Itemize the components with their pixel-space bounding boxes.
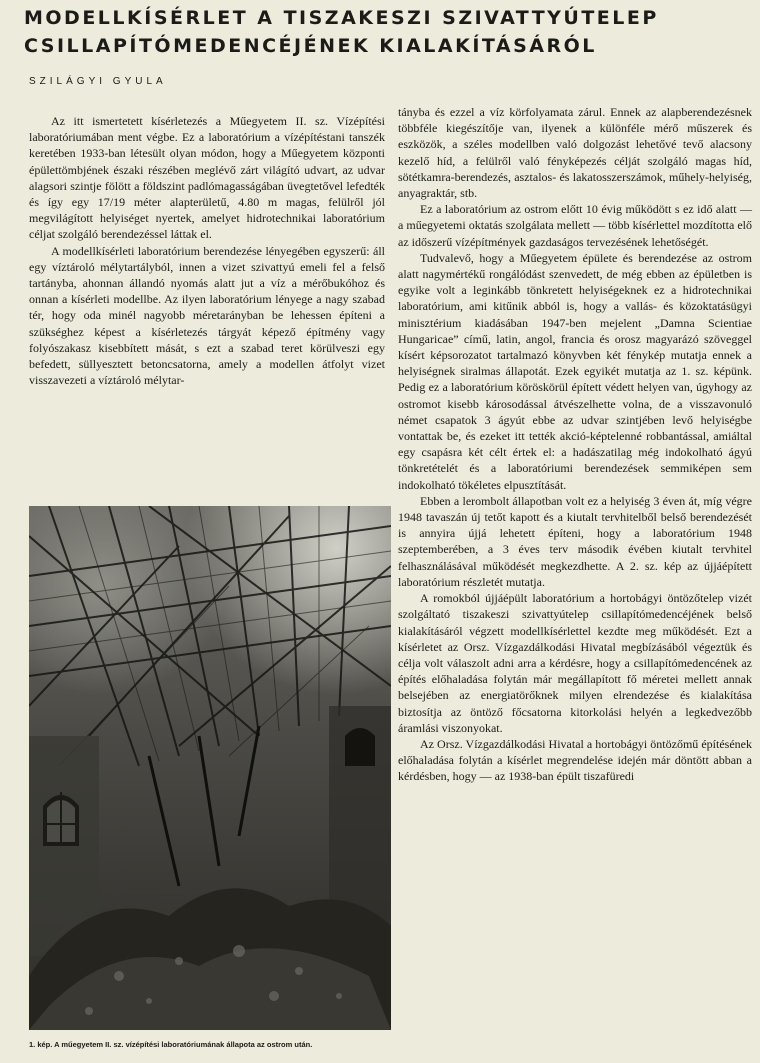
title-line-2: CSILLAPÍTÓMEDENCÉJÉNEK KIALAKÍTÁSÁRÓL [24, 35, 597, 57]
paragraph: Tudvalevő, hogy a Műegyetem épülete és berendezése az ostrom alatt nagymértékű rongálódást szenvedett, de még ebben az épületben is egyike volt a leginkább tönkretett helyiségeknek ez a hidrotechnikai laboratórium, ami kitűnik abból is, hogy a vallás- és közoktatásügyi minisztérium kiadásában 1947-ben mejelent „Damna Scientiae Hungaricae” című, latin, angol, francia és orosz magyarázó szöveggel kísért képsorozatot tartalmazó könyvben két fénykép mutatja ennek a helyiségnek siralmas állapotát. Ezek egyikét mutatja az 1. sz. képünk. Pedig ez a laboratórium köröskörül épített védett helyen van, úgyhogy az ostromot kisebb károsodással átvészelhette volna, de a visszavonuló német csapatok 3 ágyút ebbe az udvar szintjében levő helyiségbe vontattak be, és ezeket itt tették akció-képtelenné robbantással, amiáltal egy csapásra két célt értek el: a hadászatilag még indokolható ágyú tönkretételét és a laboratóriumi berendezések semmiképen sem indokolható tökéletes elpusztítását. [398, 250, 752, 492]
paragraph: A modellkísérleti laboratórium berendezése lényegében egyszerű: áll egy víztároló mélytartályból, innen a vizet szivattyú emeli fel a felső tartányba, ahonnan állandó nyomás alatt jut a víz a mérőbukóhoz és onnan a kísérleti modellbe. Az ilyen laboratórium lényege a nagy szabad tér, hogy oda minél nagyobb méretarányban be lehessen építeni a szükséghez képest a kísérletezés tárgyát képező építmény vagy folyószakasz kisebbített mását, s ezt a szabad teret körülveszi egy befedett, süllyesztett betoncsatorna, amely a modellen átfolyt vizet visszavezeti a víztároló mélytar- [29, 243, 385, 388]
paragraph: Az itt ismertetett kísérletezés a Műegyetem II. sz. Vízépítési laboratóriumában ment végbe. Ez a laboratórium a vízépítéstani tanszék keretében 1933-ban létesült olyan módon, hogy a Műegyetem központi épülettömbjének északi részében meglévő zárt világító udvart, az udvar alagsori szintje fölött a földszint padlómagasságában üvegtetővel lefedték és így egy 17/19 méter alapterületű, 4.80 m magas, felülről jól megvilágított helyiséget nyertek, amelyet hidrotechnikai laboratórium céljat szolgáló berendezéssel láttak el. [29, 114, 385, 242]
paragraph: Ez a laboratórium az ostrom előtt 10 évig működött s ez idő alatt — a műegyetemi oktatás szolgálata mellett — több kísérlettel mozdította elő az időszerű vízépítmények gazdaságos tervezésének lehetőségét. [398, 202, 752, 249]
author-byline: SZILÁGYI GYULA [29, 76, 167, 87]
paragraph: Ebben a lerombolt állapotban volt ez a helyiség 3 éven át, míg végre 1948 tavaszán új tetőt kapott és a kiutalt tervhitelből belső berendezését is annyira újjá lehetett építeni, hogy a laboratórium 1948 szeptemberében, a 3 éves terv második évében kiutalt tervhitel felhasználásával működését megkezdhette. A 2. sz. kép az újjáépített laboratórium részletét mutatja. [398, 493, 752, 589]
laboratory-ruins-photo [29, 506, 391, 1030]
photo-illustration [29, 506, 391, 1030]
paragraph: Az Orsz. Vízgazdálkodási Hivatal a hortobágyi öntözőmű építésének előhaladása folytán a kísérlet megrendelése idején már döntött abban a kérdésben, hogy — az 1938-ban épült tiszafüredi [398, 736, 752, 784]
title-line-1: MODELLKÍSÉRLET A TISZAKESZI SZIVATTYÚTELEP [24, 7, 659, 29]
left-text-column [29, 113, 385, 388]
article-title [24, 4, 744, 60]
paragraph: tányba és ezzel a víz körfolyamata zárul. Ennek az alapberendezésnek többféle kiegészítője van, ilyenek a különféle mérő műszerek és eszközök, a széles modellben való dolgozást lehetővé tevő alacsony kezelő híd, a felülről való fényképezés célját szolgáló magas híd, sötétkamra-berendezés, asztalos- és lakatosszerszámok, műhely-helyiség, anyagraktár, stb. [398, 105, 752, 201]
paragraph: A romokból újjáépült laboratórium a hortobágyi öntözőtelep vizét szolgáltató tiszakeszi szivattyútelep csillapítómedencéjének belső kialakításáról végzett modellkísérlettel kezdte meg működését. Ezt a kísérletet az Orsz. Vízgazdálkodási Hivatal megbízásából végeztük és célja volt válaszolt adni arra a kérdésre, hogy a csillapítómedencének az építés előhaladása folytán már megállapított fő méretei mellett annak belsejében az energiatörőknek milyen elrendezése és kialakítása biztosítja az öntöző főcsatorna kitorkolási helyén a legkedvezőbb áramlási viszonyokat. [398, 591, 752, 735]
right-text-column [398, 104, 752, 785]
photo-caption: 1. kép. A műegyetem II. sz. vízépítési laboratóriumának állapota az ostrom után. [29, 1040, 313, 1049]
